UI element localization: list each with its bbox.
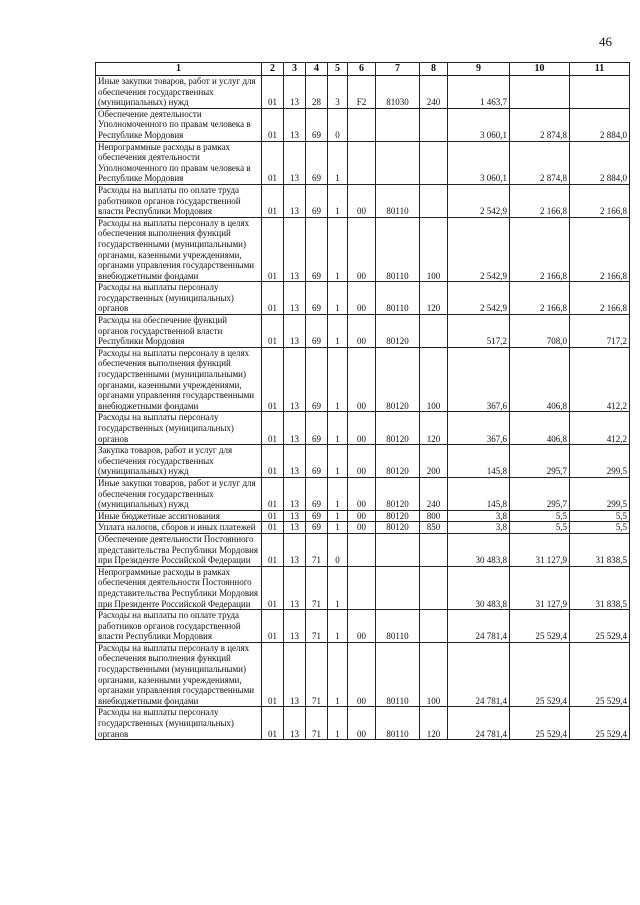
row-code-c8: 240 xyxy=(420,477,448,510)
row-code-c3: 13 xyxy=(284,445,306,478)
row-code-c4: 71 xyxy=(306,707,328,740)
row-code-c5: 1 xyxy=(328,642,348,707)
row-code-c3: 13 xyxy=(284,412,306,445)
row-code-c6: 00 xyxy=(348,282,376,315)
row-code-c7: 81030 xyxy=(376,76,420,109)
row-code-c2: 01 xyxy=(262,477,284,510)
column-header-2: 2 xyxy=(262,63,284,76)
row-code-c6 xyxy=(348,533,376,566)
row-code-c4: 69 xyxy=(306,477,328,510)
row-code-c3: 13 xyxy=(284,76,306,109)
header-row xyxy=(96,63,630,76)
row-amount-c11: 5,5 xyxy=(570,522,630,534)
row-code-c3: 13 xyxy=(284,510,306,522)
row-code-c7: 80110 xyxy=(376,282,420,315)
row-code-c6: 00 xyxy=(348,477,376,510)
row-amount-c10: 31 127,9 xyxy=(510,533,570,566)
row-code-c4: 71 xyxy=(306,533,328,566)
row-code-c2: 01 xyxy=(262,217,284,282)
row-code-c3: 13 xyxy=(284,610,306,643)
row-code-c5: 1 xyxy=(328,282,348,315)
row-code-c5: 0 xyxy=(328,108,348,141)
row-amount-c9: 1 463,7 xyxy=(448,76,510,109)
row-code-c2: 01 xyxy=(262,76,284,109)
row-amount-c11: 25 529,4 xyxy=(570,707,630,740)
row-code-c6 xyxy=(348,108,376,141)
row-code-c4: 69 xyxy=(306,141,328,184)
row-code-c6 xyxy=(348,566,376,609)
row-code-c4: 69 xyxy=(306,108,328,141)
row-code-c7: 80120 xyxy=(376,445,420,478)
row-code-c5: 1 xyxy=(328,141,348,184)
table-body xyxy=(96,76,630,740)
table-row xyxy=(96,533,630,566)
row-amount-c9: 24 781,4 xyxy=(448,610,510,643)
column-header-6: 6 xyxy=(348,63,376,76)
row-code-c7: 80110 xyxy=(376,184,420,217)
row-code-c4: 69 xyxy=(306,510,328,522)
row-amount-c9: 517,2 xyxy=(448,315,510,348)
column-header-3: 3 xyxy=(284,63,306,76)
row-code-c6 xyxy=(348,141,376,184)
row-code-c5: 1 xyxy=(328,610,348,643)
row-code-c6: 00 xyxy=(348,217,376,282)
row-name: Непрограммные расходы в рамках обеспечения деятельности Постоянного представительства Республики Мордовия при Президенте Российской Федерации xyxy=(96,566,262,609)
row-code-c7 xyxy=(376,533,420,566)
row-code-c6: 00 xyxy=(348,707,376,740)
column-header-9: 9 xyxy=(448,63,510,76)
row-code-c2: 01 xyxy=(262,282,284,315)
table-row xyxy=(96,141,630,184)
row-code-c7: 80110 xyxy=(376,642,420,707)
row-amount-c11: 2 166,8 xyxy=(570,282,630,315)
row-amount-c9: 24 781,4 xyxy=(448,707,510,740)
row-code-c7: 80120 xyxy=(376,347,420,412)
table-row xyxy=(96,445,630,478)
row-name: Расходы на выплаты по оплате труда работников органов государственной власти Республики Мордовия xyxy=(96,184,262,217)
row-code-c7: 80120 xyxy=(376,477,420,510)
row-code-c4: 69 xyxy=(306,184,328,217)
row-amount-c10: 406,8 xyxy=(510,347,570,412)
row-amount-c10: 25 529,4 xyxy=(510,707,570,740)
row-name: Непрограммные расходы в рамках обеспечения деятельности Уполномоченного по правам человека в Республике Мордовия xyxy=(96,141,262,184)
row-code-c3: 13 xyxy=(284,315,306,348)
row-amount-c10: 406,8 xyxy=(510,412,570,445)
row-code-c4: 69 xyxy=(306,315,328,348)
row-name: Иные закупки товаров, работ и услуг для обеспечения государственных (муниципальных) нужд xyxy=(96,76,262,109)
row-name: Расходы на выплаты персоналу в целях обеспечения выполнения функций государственными (муниципальными) органами, казенными учреждениями, органами управления государственными внебюджетными фондами xyxy=(96,217,262,282)
row-name: Обеспечение деятельности Постоянного представительства Республики Мордовия при Президенте Российской Федерации xyxy=(96,533,262,566)
row-code-c3: 13 xyxy=(284,217,306,282)
row-code-c6: 00 xyxy=(348,510,376,522)
row-amount-c10: 708,0 xyxy=(510,315,570,348)
row-amount-c10: 295,7 xyxy=(510,445,570,478)
row-amount-c10: 25 529,4 xyxy=(510,610,570,643)
row-code-c3: 13 xyxy=(284,642,306,707)
row-amount-c9: 145,8 xyxy=(448,445,510,478)
row-code-c7: 80110 xyxy=(376,610,420,643)
row-code-c8: 100 xyxy=(420,642,448,707)
row-name: Расходы на выплаты персоналу государственных (муниципальных) органов xyxy=(96,282,262,315)
row-code-c3: 13 xyxy=(284,184,306,217)
row-code-c7 xyxy=(376,566,420,609)
row-code-c8: 800 xyxy=(420,510,448,522)
row-amount-c10: 2 874,8 xyxy=(510,141,570,184)
row-name: Расходы на выплаты персоналу государственных (муниципальных) органов xyxy=(96,412,262,445)
row-name: Расходы на выплаты персоналу в целях обеспечения выполнения функций государственными (муниципальными) органами, казенными учреждениями, органами управления государственными внебюджетными фондами xyxy=(96,642,262,707)
row-code-c2: 01 xyxy=(262,108,284,141)
row-code-c2: 01 xyxy=(262,707,284,740)
row-amount-c11: 299,5 xyxy=(570,445,630,478)
row-code-c7: 80120 xyxy=(376,315,420,348)
row-code-c2: 01 xyxy=(262,412,284,445)
row-code-c4: 69 xyxy=(306,412,328,445)
row-code-c2: 01 xyxy=(262,445,284,478)
row-amount-c10: 2 166,8 xyxy=(510,217,570,282)
table-row xyxy=(96,282,630,315)
row-amount-c11 xyxy=(570,76,630,109)
row-amount-c11: 2 166,8 xyxy=(570,184,630,217)
row-code-c2: 01 xyxy=(262,141,284,184)
row-amount-c10: 5,5 xyxy=(510,510,570,522)
row-code-c3: 13 xyxy=(284,533,306,566)
row-amount-c11: 31 838,5 xyxy=(570,533,630,566)
row-amount-c11: 31 838,5 xyxy=(570,566,630,609)
row-amount-c11: 2 884,0 xyxy=(570,108,630,141)
row-amount-c10: 5,5 xyxy=(510,522,570,534)
row-code-c7: 80120 xyxy=(376,510,420,522)
table-row xyxy=(96,707,630,740)
row-code-c3: 13 xyxy=(284,522,306,534)
row-code-c8: 120 xyxy=(420,282,448,315)
row-code-c6: 00 xyxy=(348,610,376,643)
row-code-c7: 80110 xyxy=(376,707,420,740)
row-code-c8 xyxy=(420,566,448,609)
table-row xyxy=(96,217,630,282)
row-amount-c9: 30 483,8 xyxy=(448,533,510,566)
row-code-c6: 00 xyxy=(348,642,376,707)
row-name: Расходы на выплаты персоналу в целях обеспечения выполнения функций государственными (муниципальными) органами, казенными учреждениями, органами управления государственными внебюджетными фондами xyxy=(96,347,262,412)
table-header xyxy=(96,63,630,76)
row-amount-c9: 24 781,4 xyxy=(448,642,510,707)
table-row xyxy=(96,108,630,141)
row-amount-c11: 717,2 xyxy=(570,315,630,348)
row-code-c7: 80120 xyxy=(376,522,420,534)
row-code-c5: 1 xyxy=(328,477,348,510)
row-code-c8: 100 xyxy=(420,217,448,282)
row-name: Расходы на выплаты персоналу государственных (муниципальных) органов xyxy=(96,707,262,740)
row-name: Расходы на обеспечение функций органов государственной власти Республики Мордовия xyxy=(96,315,262,348)
row-code-c2: 01 xyxy=(262,642,284,707)
row-amount-c11: 2 166,8 xyxy=(570,217,630,282)
row-code-c3: 13 xyxy=(284,282,306,315)
row-code-c7 xyxy=(376,108,420,141)
row-name: Иные закупки товаров, работ и услуг для обеспечения государственных (муниципальных) нужд xyxy=(96,477,262,510)
table-row xyxy=(96,315,630,348)
row-code-c6: F2 xyxy=(348,76,376,109)
row-amount-c10: 2 874,8 xyxy=(510,108,570,141)
row-code-c8: 200 xyxy=(420,445,448,478)
row-code-c4: 71 xyxy=(306,610,328,643)
row-code-c8 xyxy=(420,184,448,217)
row-amount-c11: 412,2 xyxy=(570,412,630,445)
row-amount-c9: 3,8 xyxy=(448,510,510,522)
row-code-c3: 13 xyxy=(284,477,306,510)
row-name: Расходы на выплаты по оплате труда работников органов государственной власти Республики Мордовия xyxy=(96,610,262,643)
row-code-c4: 71 xyxy=(306,642,328,707)
row-code-c3: 13 xyxy=(284,707,306,740)
row-code-c2: 01 xyxy=(262,566,284,609)
row-code-c2: 01 xyxy=(262,522,284,534)
column-header-4: 4 xyxy=(306,63,328,76)
row-code-c8: 240 xyxy=(420,76,448,109)
row-code-c6: 00 xyxy=(348,522,376,534)
page-number: 46 xyxy=(599,34,612,49)
table-row xyxy=(96,477,630,510)
table-row xyxy=(96,610,630,643)
row-code-c2: 01 xyxy=(262,184,284,217)
column-header-5: 5 xyxy=(328,63,348,76)
row-amount-c9: 367,6 xyxy=(448,412,510,445)
row-code-c5: 1 xyxy=(328,217,348,282)
row-code-c5: 3 xyxy=(328,76,348,109)
column-header-8: 8 xyxy=(420,63,448,76)
row-code-c6: 00 xyxy=(348,184,376,217)
row-code-c3: 13 xyxy=(284,566,306,609)
column-header-11: 11 xyxy=(570,63,630,76)
row-amount-c10: 25 529,4 xyxy=(510,642,570,707)
row-code-c8: 120 xyxy=(420,707,448,740)
row-code-c7: 80110 xyxy=(376,217,420,282)
row-amount-c9: 2 542,9 xyxy=(448,184,510,217)
row-code-c8: 850 xyxy=(420,522,448,534)
table-row xyxy=(96,347,630,412)
row-code-c6: 00 xyxy=(348,347,376,412)
row-code-c4: 71 xyxy=(306,566,328,609)
row-code-c2: 01 xyxy=(262,510,284,522)
row-code-c5: 1 xyxy=(328,445,348,478)
row-code-c8: 120 xyxy=(420,412,448,445)
table-row xyxy=(96,642,630,707)
table-row xyxy=(96,510,630,522)
row-code-c5: 1 xyxy=(328,566,348,609)
row-code-c7: 80120 xyxy=(376,412,420,445)
row-code-c5: 1 xyxy=(328,510,348,522)
column-header-7: 7 xyxy=(376,63,420,76)
row-amount-c9: 30 483,8 xyxy=(448,566,510,609)
row-code-c5: 1 xyxy=(328,707,348,740)
row-code-c6: 00 xyxy=(348,445,376,478)
row-amount-c10: 31 127,9 xyxy=(510,566,570,609)
row-name: Обеспечение деятельности Уполномоченного по правам человека в Республике Мордовия xyxy=(96,108,262,141)
row-code-c8 xyxy=(420,108,448,141)
row-code-c4: 28 xyxy=(306,76,328,109)
column-header-1: 1 xyxy=(96,63,262,76)
row-code-c5: 1 xyxy=(328,315,348,348)
row-code-c3: 13 xyxy=(284,141,306,184)
row-code-c2: 01 xyxy=(262,533,284,566)
row-code-c4: 69 xyxy=(306,282,328,315)
row-code-c5: 0 xyxy=(328,533,348,566)
row-code-c6: 00 xyxy=(348,315,376,348)
table-row xyxy=(96,76,630,109)
row-amount-c11: 299,5 xyxy=(570,477,630,510)
row-code-c4: 69 xyxy=(306,445,328,478)
table-row xyxy=(96,412,630,445)
row-code-c4: 69 xyxy=(306,217,328,282)
row-name: Иные бюджетные ассигнования xyxy=(96,510,262,522)
row-amount-c10: 2 166,8 xyxy=(510,282,570,315)
row-amount-c9: 3,8 xyxy=(448,522,510,534)
row-code-c8: 100 xyxy=(420,347,448,412)
row-amount-c9: 3 060,1 xyxy=(448,108,510,141)
row-code-c5: 1 xyxy=(328,522,348,534)
row-amount-c9: 3 060,1 xyxy=(448,141,510,184)
column-header-10: 10 xyxy=(510,63,570,76)
row-amount-c11: 25 529,4 xyxy=(570,642,630,707)
row-code-c5: 1 xyxy=(328,184,348,217)
row-code-c2: 01 xyxy=(262,315,284,348)
row-code-c6: 00 xyxy=(348,412,376,445)
row-code-c7 xyxy=(376,141,420,184)
row-code-c2: 01 xyxy=(262,610,284,643)
table-row xyxy=(96,184,630,217)
table-row xyxy=(96,522,630,534)
row-name: Закупка товаров, работ и услуг для обеспечения государственных (муниципальных) нужд xyxy=(96,445,262,478)
row-amount-c11: 25 529,4 xyxy=(570,610,630,643)
row-code-c8 xyxy=(420,315,448,348)
row-amount-c9: 367,6 xyxy=(448,347,510,412)
row-amount-c11: 2 884,0 xyxy=(570,141,630,184)
row-code-c5: 1 xyxy=(328,412,348,445)
row-code-c8 xyxy=(420,533,448,566)
row-code-c2: 01 xyxy=(262,347,284,412)
row-code-c5: 1 xyxy=(328,347,348,412)
row-amount-c10: 2 166,8 xyxy=(510,184,570,217)
row-amount-c9: 145,8 xyxy=(448,477,510,510)
row-amount-c10 xyxy=(510,76,570,109)
row-amount-c10: 295,7 xyxy=(510,477,570,510)
row-code-c3: 13 xyxy=(284,108,306,141)
row-amount-c9: 2 542,9 xyxy=(448,217,510,282)
table-row xyxy=(96,566,630,609)
row-code-c3: 13 xyxy=(284,347,306,412)
row-name: Уплата налогов, сборов и иных платежей xyxy=(96,522,262,534)
budget-table xyxy=(95,62,630,740)
row-amount-c11: 412,2 xyxy=(570,347,630,412)
row-code-c8 xyxy=(420,141,448,184)
row-amount-c9: 2 542,9 xyxy=(448,282,510,315)
row-amount-c11: 5,5 xyxy=(570,510,630,522)
row-code-c4: 69 xyxy=(306,522,328,534)
row-code-c4: 69 xyxy=(306,347,328,412)
row-code-c8 xyxy=(420,610,448,643)
